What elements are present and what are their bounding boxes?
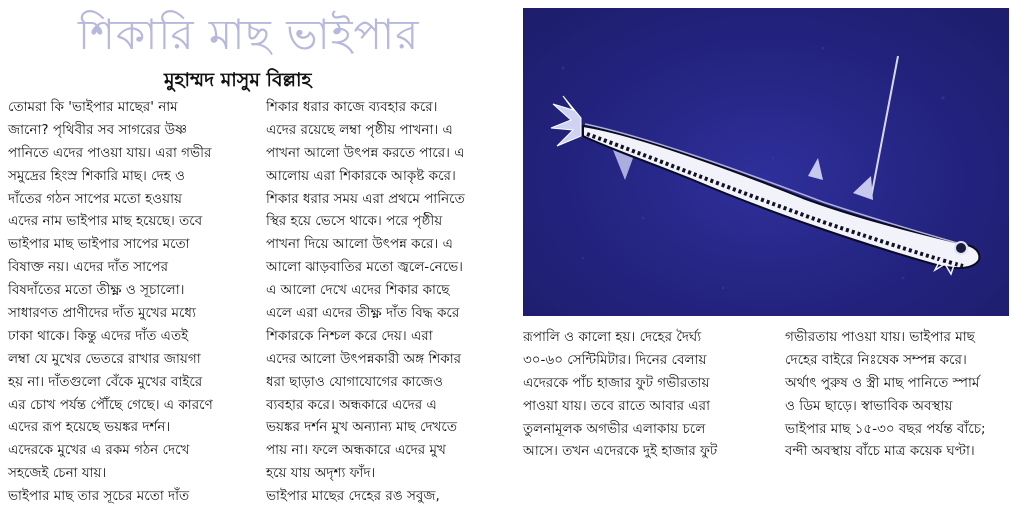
text-line: সমুদ্রের হিংস্র শিকারি মাছ। দেহ ও xyxy=(8,167,185,184)
text-line: আসে। তখন এদেরকে দুই হাজার ফুট xyxy=(523,443,718,460)
text-line: পানিতে এদের পাওয়া যায়। এরা গভীর xyxy=(8,144,212,161)
viperfish-icon xyxy=(523,8,1009,316)
viperfish-photo xyxy=(523,8,1009,316)
text-line: জানো? পৃথিবীর সব সাগরের উষ্ণ xyxy=(8,121,187,138)
text-line: দাঁতের গঠন সাপের মতো হওয়ায় xyxy=(8,190,182,207)
text-line: ভাইপার মাছের দেহের রঙ সবুজ, xyxy=(266,488,440,505)
text-line: পাওয়া যায়। তবে রাতে আবার এরা xyxy=(523,397,710,414)
text-line: লম্বা যে মুখের ভেতরে রাখার জায়গা xyxy=(8,350,201,367)
text-line: পায় না। ফলে অন্ধকারে এদের মুখ xyxy=(266,442,446,459)
text-line: গভীরতায় পাওয়া যায়। ভাইপার মাছ xyxy=(785,329,975,345)
text-line: আলো ঝাড়বাতির মতো জ্বলে-নেভে। xyxy=(266,259,464,276)
text-line: হয় না। দাঁতগুলো বেঁকে মুখের বাইরে xyxy=(8,373,203,390)
text-line: স্থির হয়ে ভেসে থাকে। পরে পৃষ্ঠীয় xyxy=(266,213,443,230)
text-line: ৩০-৬০ সেন্টিমিটার। দিনের বেলায় xyxy=(523,351,707,368)
text-line: ব্যবহার করে। অন্ধকারে এদের এ xyxy=(266,396,437,413)
text-line: রূপালি ও কালো হয়। দেহের দৈর্ঘ্য xyxy=(523,329,702,345)
text-line: বিষাক্ত নয়। এদের দাঁত সাপের xyxy=(8,259,169,276)
text-line: দেহের বাইরে নিঃষেক সম্পন্ন করে। xyxy=(785,351,967,368)
article-title: শিকারি মাছ ভাইপার xyxy=(78,10,420,59)
text-line: ধরা ছাড়াও যোগাযোগের কাজেও xyxy=(266,373,443,390)
article-column-1 xyxy=(8,96,258,508)
text-line: এদের রয়েছে লম্বা পৃষ্ঠীয় পাখনা। এ xyxy=(266,121,453,138)
text-line: সহজেই চেনা যায়। xyxy=(8,465,107,482)
text-line: বন্দী অবস্থায় বাঁচে মাত্র কয়েক ঘণ্টা। xyxy=(785,443,975,460)
text-line: বিষদাঁতের মতো তীক্ষ্ণ ও সূচালো। xyxy=(8,282,185,299)
text-line: এলে এরা এদের তীক্ষ্ণ দাঁত বিদ্ধ করে xyxy=(266,305,460,322)
text-line: তুলনামূলক অগভীর এলাকায় চলে xyxy=(523,420,706,437)
text-line: অর্থাৎ পুরুষ ও স্ত্রী মাছ পানিতে স্পার্ম xyxy=(785,374,980,391)
text-line: তোমরা কি 'ভাইপার মাছের' নাম xyxy=(8,99,178,115)
text-line: ও ডিম ছাড়ে। স্বাভাবিক অবস্থায় xyxy=(785,397,953,414)
article-column-4 xyxy=(785,326,1020,463)
author-byline: মুহাম্মদ মাসুম বিল্লাহ xyxy=(164,69,312,91)
text-line: এদের নাম ভাইপার মাছ হয়েছে। তবে xyxy=(8,213,203,230)
text-line: এদের রূপ হয়েছে ভয়ঙ্কর দর্শন। xyxy=(8,419,171,436)
text-line: শিকারকে নিশ্চল করে দেয়। এরা xyxy=(266,327,433,344)
text-line: হয়ে যায় অদৃশ্য ফাঁদ। xyxy=(266,465,376,482)
text-line: পাখনা দিয়ে আলো উৎপন্ন করে। এ xyxy=(266,236,453,253)
text-line: ভয়ঙ্কর দর্শন মুখ অন্যান্য মাছ দেখতে xyxy=(266,419,457,436)
text-line: এদের আলো উৎপন্নকারী অঙ্গ শিকার xyxy=(266,350,462,367)
text-line: এর চোখ পর্যন্ত পৌঁছে গেছে। এ কারণে xyxy=(8,396,213,413)
text-line: এদেরকে মুখের এ রকম গঠন দেখে xyxy=(8,442,190,459)
text-line: ঢাকা থাকে। কিন্তু এদের দাঁত এতই xyxy=(8,327,189,344)
text-line: শিকার ধরার সময় এরা প্রথমে পানিতে xyxy=(266,190,465,207)
text-line: ভাইপার মাছ ১৫-৩০ বছর পর্যন্ত বাঁচে; xyxy=(785,420,986,437)
text-line: এদেরকে পাঁচ হাজার ফুট গভীরতায় xyxy=(523,374,710,391)
text-line: এ আলো দেখে এদের শিকার কাছে xyxy=(266,282,450,299)
text-line: পাখনা আলো উৎপন্ন করতে পারে। এ xyxy=(266,144,465,161)
text-line: শিকার ধরার কাজে ব্যবহার করে। xyxy=(266,99,438,115)
article-column-2 xyxy=(266,96,516,508)
text-line: ভাইপার মাছ তার সূচের মতো দাঁত xyxy=(8,488,190,505)
article-column-3 xyxy=(523,326,773,463)
text-line: সাধারণত প্রাণীদের দাঁত মুখের মধ্যে xyxy=(8,305,196,322)
text-line: আলোয় এরা শিকারকে আকৃষ্ট করে। xyxy=(266,167,456,184)
text-line: ভাইপার মাছ ভাইপার সাপের মতো xyxy=(8,236,190,253)
